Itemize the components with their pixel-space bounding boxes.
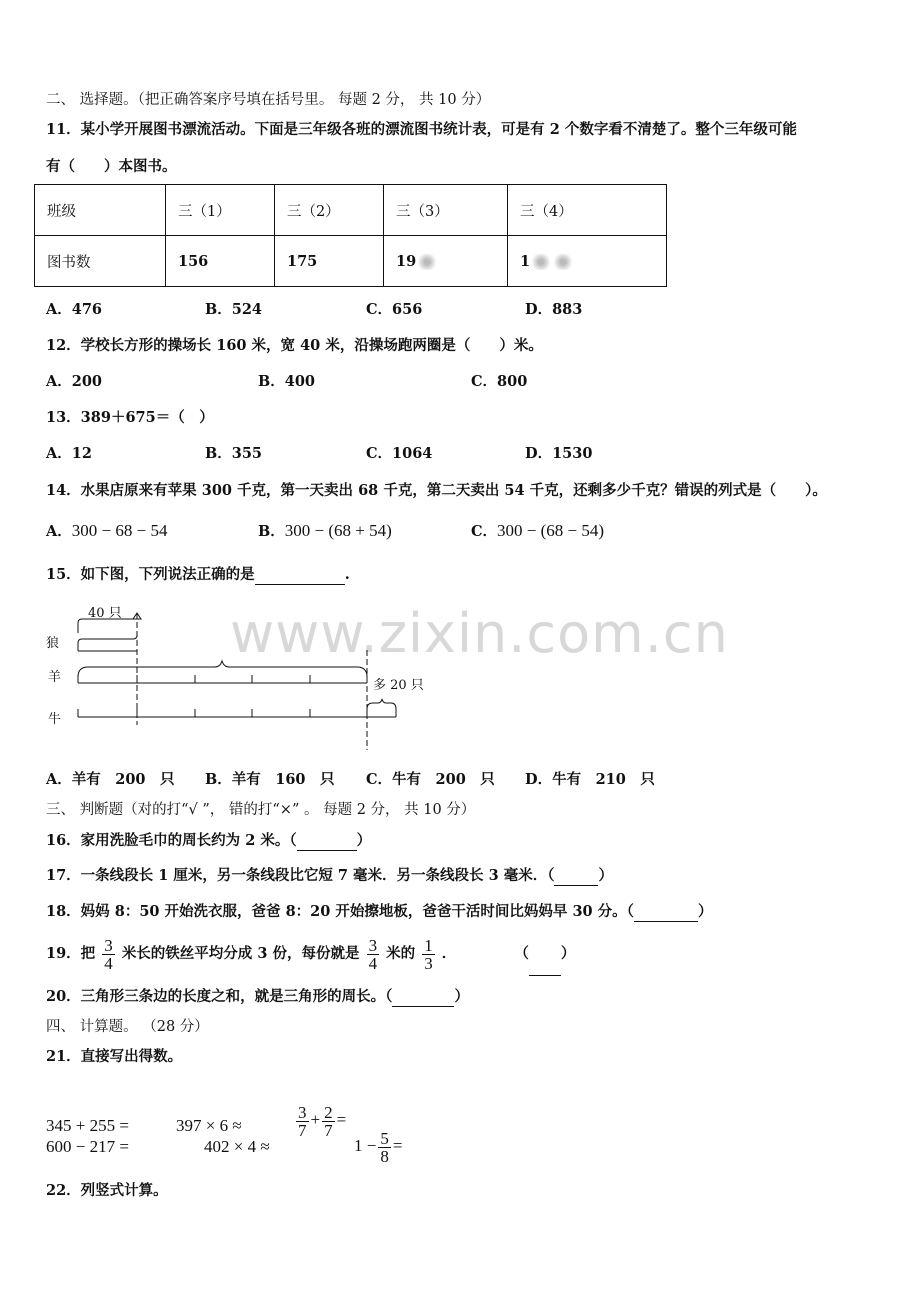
blurred-digit-icon: [416, 254, 438, 270]
book-table: [34, 184, 667, 287]
q11-line1: 11．某小学开展图书漂流活动。下面是三年级各班的漂流图书统计表，可是有 2 个数字看不清楚了。整个三年级可能: [46, 121, 797, 138]
q15-text: 15．如下图，下列说法正确的是: [46, 566, 255, 583]
option-expression: 300 − (68 + 54): [284, 521, 392, 540]
table-header-cell: 三（4）: [508, 185, 667, 236]
q13-option-d[interactable]: D．1530: [525, 445, 593, 462]
paren-close: ）: [454, 988, 469, 1005]
q17-line: [46, 866, 613, 886]
table-cell-blurred: [384, 236, 508, 287]
q19-mid2: 米的: [386, 945, 416, 962]
sheep-brace: [78, 661, 367, 677]
paren-open: （: [514, 945, 529, 962]
table-cell: 175: [275, 236, 384, 287]
q11-option-d[interactable]: D．883: [525, 301, 583, 318]
q16-line: [46, 831, 371, 851]
sheep-label: 羊: [48, 670, 62, 685]
fraction: $\frac{3}{7}$: [298, 1102, 307, 1140]
answer-blank[interactable]: [554, 871, 598, 886]
section2-title: 二、 选择题。（把正确答案序号填在括号里。 每题 2 分， 共 10 分）: [46, 92, 491, 108]
option-letter: C．: [471, 523, 498, 540]
fraction: $\frac{3}{4}$: [368, 935, 378, 973]
q21-text: 21．直接写出得数。: [46, 1048, 183, 1065]
table-cell-value: 1: [520, 252, 531, 270]
q12-option-c[interactable]: C．800: [471, 373, 528, 390]
table-header-cell: 班级: [35, 185, 166, 236]
answer-blank[interactable]: [392, 992, 454, 1007]
q19-line: [46, 932, 575, 976]
q19-pre: 19．把: [46, 945, 96, 962]
q14-option-c[interactable]: [471, 521, 604, 542]
wolf-label: 狼: [46, 636, 60, 651]
q19-mid1: 米长的铁丝平均分成 3 份，每份就是: [121, 945, 360, 962]
q22-text: 22．列竖式计算。: [46, 1182, 168, 1199]
watermark: www.zixin.com.cn: [230, 602, 729, 665]
option-expression: 300 − (68 − 54): [497, 521, 605, 540]
calc-expr-6-pre: 1 −: [354, 1136, 377, 1155]
q11-option-a[interactable]: A．476: [46, 301, 103, 318]
q11-option-b[interactable]: B．524: [205, 301, 263, 318]
fraction: $\frac{5}{8}$: [380, 1128, 389, 1166]
cow-label: 牛: [48, 712, 62, 727]
bar-diagram: [40, 605, 440, 755]
paren-close: ）: [598, 867, 613, 884]
table-row: [35, 236, 667, 287]
q13-text: 13．389＋675＝（ ）: [46, 409, 214, 426]
plus-sign: +: [310, 1110, 321, 1129]
more-brace: [367, 699, 396, 709]
q14-option-b[interactable]: [258, 521, 392, 542]
table-header-cell: 三（2）: [275, 185, 384, 236]
answer-blank[interactable]: [634, 907, 698, 922]
calc-expr-5: 402 × 4 ≈: [204, 1137, 270, 1156]
q20-text: 20．三角形三条边的长度之和，就是三角形的周长。（: [46, 988, 393, 1005]
q11-line2: 有（ ）本图书。: [46, 158, 177, 175]
q16-text: 16．家用洗脸毛巾的周长约为 2 米。（: [46, 832, 297, 849]
q15-option-c[interactable]: C．牛有 200 只: [366, 771, 495, 788]
q20-line: [46, 987, 469, 1007]
table-header-cell: 三（1）: [166, 185, 275, 236]
paren-close: ）: [560, 945, 576, 962]
table-row-label: 图书数: [35, 236, 166, 287]
table-header-cell: 三（3）: [384, 185, 508, 236]
q13-option-c[interactable]: C．1064: [366, 445, 433, 462]
q12-option-a[interactable]: A．200: [46, 373, 103, 390]
q14-option-a[interactable]: [46, 521, 167, 542]
calc-expr-3: [294, 1098, 346, 1142]
calc-expr-6: [354, 1124, 402, 1168]
fraction: $\frac{2}{7}$: [324, 1102, 333, 1140]
q15-option-d[interactable]: D．牛有 210 只: [525, 771, 655, 788]
equals-sign: =: [336, 1110, 347, 1129]
blurred-digit-icon: [552, 254, 574, 270]
section3-title: 三、 判断题（对的打“√ ”， 错的打“×” 。 每题 2 分， 共 10 分）: [46, 802, 476, 818]
paren-close: ）: [356, 832, 372, 849]
answer-blank[interactable]: [529, 961, 561, 976]
q19-post: ．: [441, 945, 457, 962]
calc-expr-2: 397 × 6 ≈: [176, 1116, 242, 1135]
q15-option-a[interactable]: A．羊有 200 只: [46, 771, 175, 788]
calc-expr-1: 345 + 255 =: [46, 1116, 129, 1135]
q14-text: 14．水果店原来有苹果 300 千克，第一天卖出 68 千克，第二天卖出 54 千克，还剩多少千克？错误的列式是（ ）。: [46, 482, 827, 499]
option-letter: B．: [258, 523, 285, 540]
table-header-row: [35, 185, 667, 236]
answer-blank[interactable]: [297, 836, 357, 851]
q15-option-b[interactable]: B．羊有 160 只: [205, 771, 335, 788]
fraction: $\frac{3}{4}$: [104, 935, 113, 973]
paren-close: ）: [697, 903, 713, 920]
q18-line: [46, 902, 712, 922]
table-cell-blurred: [508, 236, 667, 287]
q15-text-line: 15．如下图，下列说法正确的是 .: [46, 566, 350, 583]
q18-text: 18．妈妈 8：50 开始洗衣服，爸爸 8：20 开始擦地板，爸爸干活时间比妈妈早 30 分。（: [46, 903, 634, 920]
equals-sign: =: [392, 1136, 403, 1155]
q11-option-c[interactable]: C．656: [366, 301, 423, 318]
q13-option-b[interactable]: B．355: [205, 445, 263, 462]
q17-text: 17．一条线段长 1 厘米，另一条线段比它短 7 毫米．另一条线段长 3 毫米．（: [46, 867, 555, 884]
more-count-label: 多 20 只: [373, 678, 424, 693]
q12-option-b[interactable]: B．400: [258, 373, 316, 390]
blurred-digit-icon: [530, 254, 552, 270]
option-expression: 300 − 68 − 54: [71, 521, 168, 540]
wolf-count-label: 40 只: [88, 606, 122, 621]
q12-text: 12．学校长方形的操场长 160 米，宽 40 米，沿操场跑两圈是（ ）米。: [46, 337, 543, 354]
option-letter: A．: [46, 523, 72, 540]
section4-title: 四、 计算题。 （28 分）: [46, 1019, 209, 1035]
calc-expr-4: 600 − 217 =: [46, 1137, 129, 1156]
fraction: $\frac{1}{3}$: [424, 935, 433, 973]
table-cell: 156: [166, 236, 275, 287]
answer-blank[interactable]: [255, 570, 345, 585]
q13-option-a[interactable]: A．12: [46, 445, 92, 462]
table-cell-value: 19: [396, 252, 417, 270]
